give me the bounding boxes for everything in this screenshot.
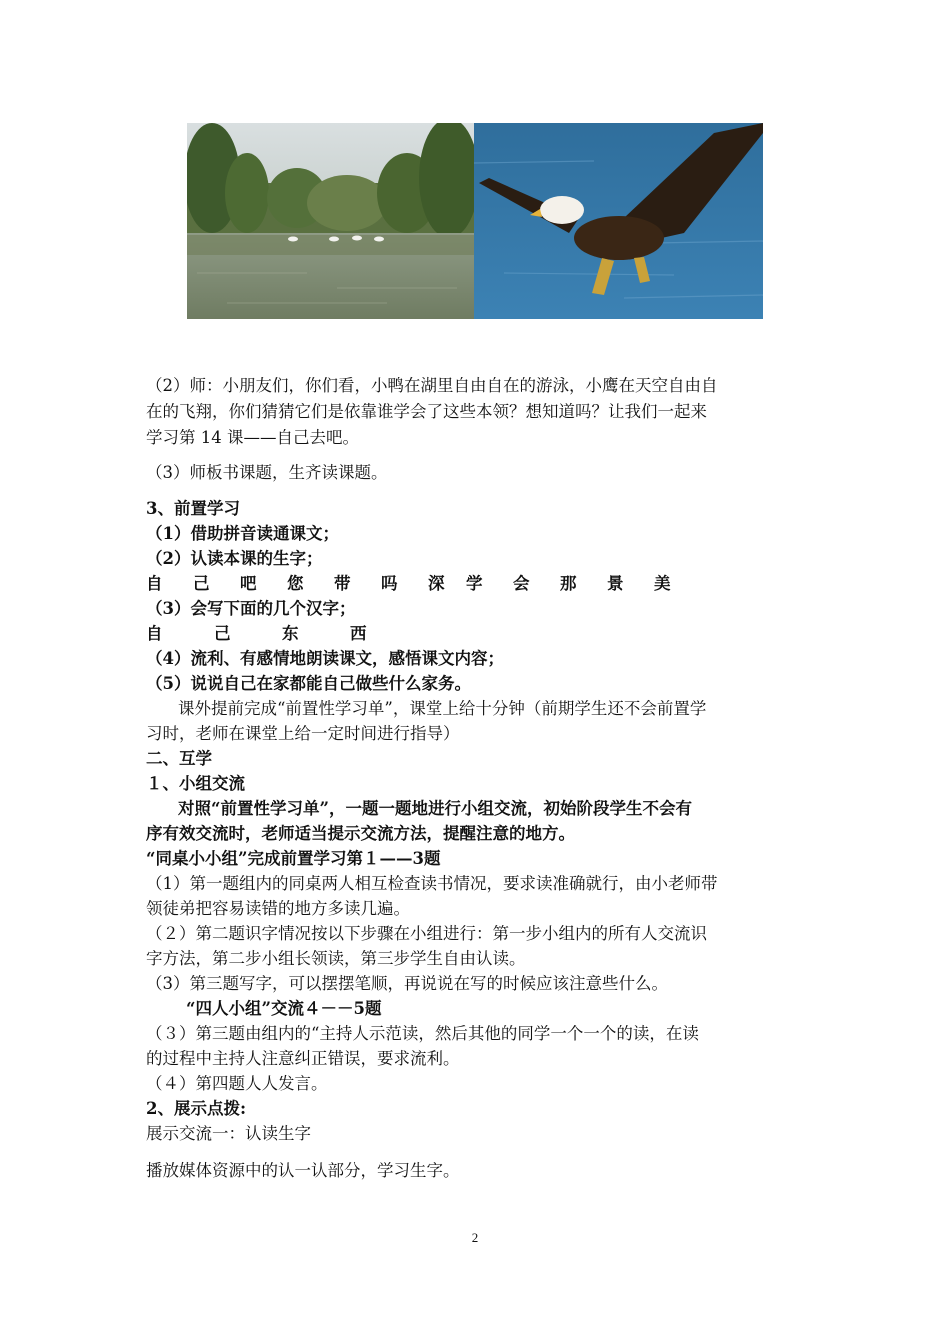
list-item: （1）借助拼音读通课文； bbox=[146, 524, 339, 543]
paragraph-line: 领徒弟把容易读错的地方多读几遍。 bbox=[146, 899, 410, 918]
paragraph-line: 的过程中主持人注意纠正错误，要求流利。 bbox=[146, 1049, 460, 1068]
character: 己 bbox=[214, 624, 231, 643]
paragraph-line: （４）第四题人人发言。 bbox=[146, 1074, 328, 1093]
character: 深 bbox=[428, 574, 445, 593]
list-item: （2）认读本课的生字； bbox=[146, 549, 323, 568]
page-number: 2 bbox=[471, 1230, 479, 1245]
section-heading: 3、前置学习 bbox=[146, 499, 240, 518]
photo-figure bbox=[187, 123, 763, 319]
character: 景 bbox=[607, 574, 624, 593]
subsection-heading: “四人小组”交流４－－5题 bbox=[186, 999, 382, 1018]
character: 自 bbox=[146, 574, 163, 593]
characters-to-read bbox=[146, 572, 701, 596]
character: 西 bbox=[350, 624, 367, 643]
paragraph-line: 课外提前完成“前置性学习单”，课堂上给十分钟（前期学生还不会前置学 bbox=[178, 699, 707, 718]
eagle-over-water-photo-icon bbox=[474, 123, 763, 319]
paragraph-line: （２）第二题识字情况按以下步骤在小组进行：第一步小组内的所有人交流识 bbox=[146, 924, 707, 943]
paragraph-line: （1）第一题组内的同桌两人相互检查读书情况，要求读准确就行，由小老师带 bbox=[146, 874, 718, 893]
characters-to-write bbox=[146, 622, 418, 646]
section-heading: 二、互学 bbox=[146, 749, 212, 768]
paragraph-line: 字方法，第二步小组长领读，第三步学生自由认读。 bbox=[146, 949, 526, 968]
character: 会 bbox=[513, 574, 530, 593]
paragraph-line: 学习第 14 课——自己去吧。 bbox=[146, 428, 359, 447]
paragraph-line: （3）第三题写字，可以摆摆笔顺，再说说在写的时候应该注意些什么。 bbox=[146, 974, 668, 993]
subsection-heading: １、小组交流 bbox=[146, 774, 245, 793]
character: 自 bbox=[146, 624, 163, 643]
character: 己 bbox=[193, 574, 210, 593]
paragraph-line: 对照“前置性学习单”，一题一题地进行小组交流，初始阶段学生不会有 bbox=[178, 799, 692, 818]
character: 带 bbox=[334, 574, 351, 593]
paragraph-line: （3）师板书课题，生齐读课题。 bbox=[146, 463, 388, 482]
character: 吧 bbox=[240, 574, 257, 593]
character: 美 bbox=[654, 574, 671, 593]
paragraph-line: 在的飞翔，你们猜猜它们是依靠谁学会了这些本领？想知道吗？让我们一起来 bbox=[146, 402, 707, 421]
paragraph-line: 序有效交流时，老师适当提示交流方法，提醒注意的地方。 bbox=[146, 824, 575, 843]
lake-with-ducks-photo-icon bbox=[187, 123, 474, 319]
paragraph-line: 展示交流一：认读生字 bbox=[146, 1124, 311, 1143]
character: 吗 bbox=[381, 574, 398, 593]
subsection-heading: “同桌小小组”完成前置学习第１——3题 bbox=[146, 849, 441, 868]
list-item: （5）说说自己在家都能自己做些什么家务。 bbox=[146, 674, 471, 693]
paragraph-line: （2）师：小朋友们，你们看，小鸭在湖里自由自在的游泳，小鹰在天空自由自 bbox=[146, 376, 718, 395]
subsection-heading: 2、展示点拨: bbox=[146, 1099, 247, 1118]
paragraph-line: 习时，老师在课堂上给一定时间进行指导） bbox=[146, 724, 460, 743]
list-item: （4）流利、有感情地朗读课文，感悟课文内容； bbox=[146, 649, 504, 668]
character: 那 bbox=[560, 574, 577, 593]
paragraph-line: （３）第三题由组内的“主持人示范读，然后其他的同学一个一个的读，在读 bbox=[146, 1024, 699, 1043]
list-item: （3）会写下面的几个汉字； bbox=[146, 599, 356, 618]
character: 东 bbox=[282, 624, 299, 643]
character: 您 bbox=[287, 574, 304, 593]
character: 学 bbox=[466, 574, 483, 593]
paragraph-line: 播放媒体资源中的认一认部分，学习生字。 bbox=[146, 1161, 460, 1180]
